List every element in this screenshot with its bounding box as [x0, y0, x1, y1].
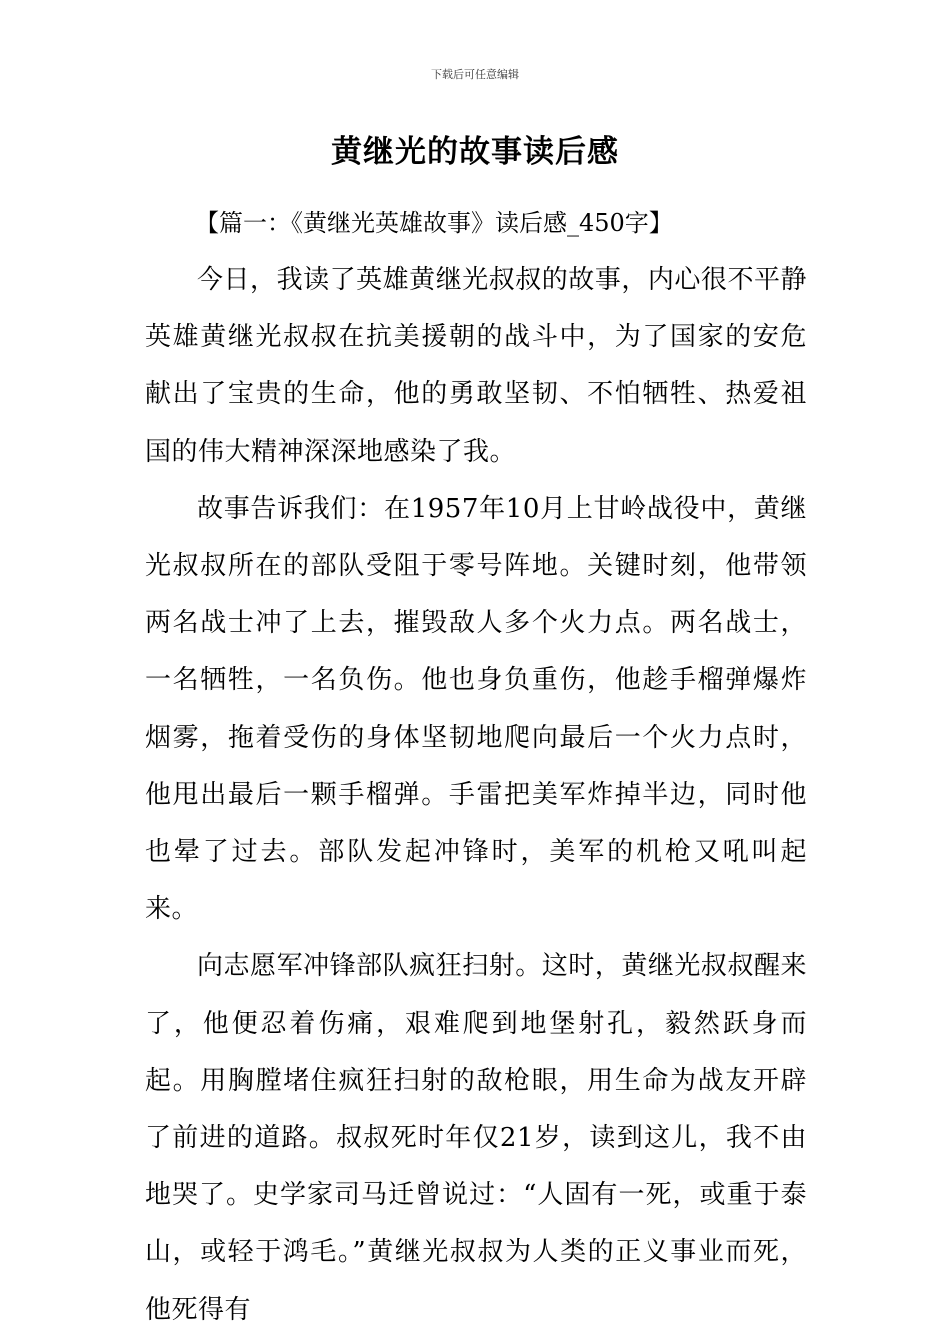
document-title: 黄继光的故事读后感 [331, 134, 619, 170]
paragraph-1: 今日，我读了英雄黄继光叔叔的故事，内心很不平静英雄黄继光叔叔在抗美援朝的战斗中，为了国家的安危献出了宝贵的生命，他的勇敢坚韧、不怕牺牲、热爱祖国的伟大精神深深地感染了我。 [145, 265, 807, 467]
header-note: 下载后可任意编辑 [431, 68, 519, 81]
paragraph-2: 故事告诉我们：在1957年10月上甘岭战役中，黄继光叔叔所在的部队受阻于零号阵地。关键时刻，他带领两名战士冲了上去，摧毁敌人多个火力点。两名战士，一名牺牲，一名负伤。他也身负重伤，他趁手榴弹爆炸烟雾，拖着受伤的身体坚韧地爬向最后一个火力点时，他甩出最后一颗手榴弹。手雷把美军炸掉半边，同时他也晕了过去。部队发起冲锋时，美军的机枪又吼叫起来。 [145, 493, 807, 925]
paragraph-3: 向志愿军冲锋部队疯狂扫射。这时，黄继光叔叔醒来了，他便忍着伤痛，艰难爬到地堡射孔，毅然跃身而起。用胸膛堵住疯狂扫射的敌枪眼，用生命为战友开辟了前进的道路。叔叔死时年仅21岁，读到这儿，我不由地哭了。史学家司马迁曾说过：“人固有一死，或重于泰山，或轻于鸿毛。”黄继光叔叔为人类的正义事业而死，他死得有 [145, 951, 807, 1325]
body-text [145, 252, 807, 1339]
section-heading: 【篇一：《黄继光英雄故事》读后感_450字】 [195, 209, 673, 237]
